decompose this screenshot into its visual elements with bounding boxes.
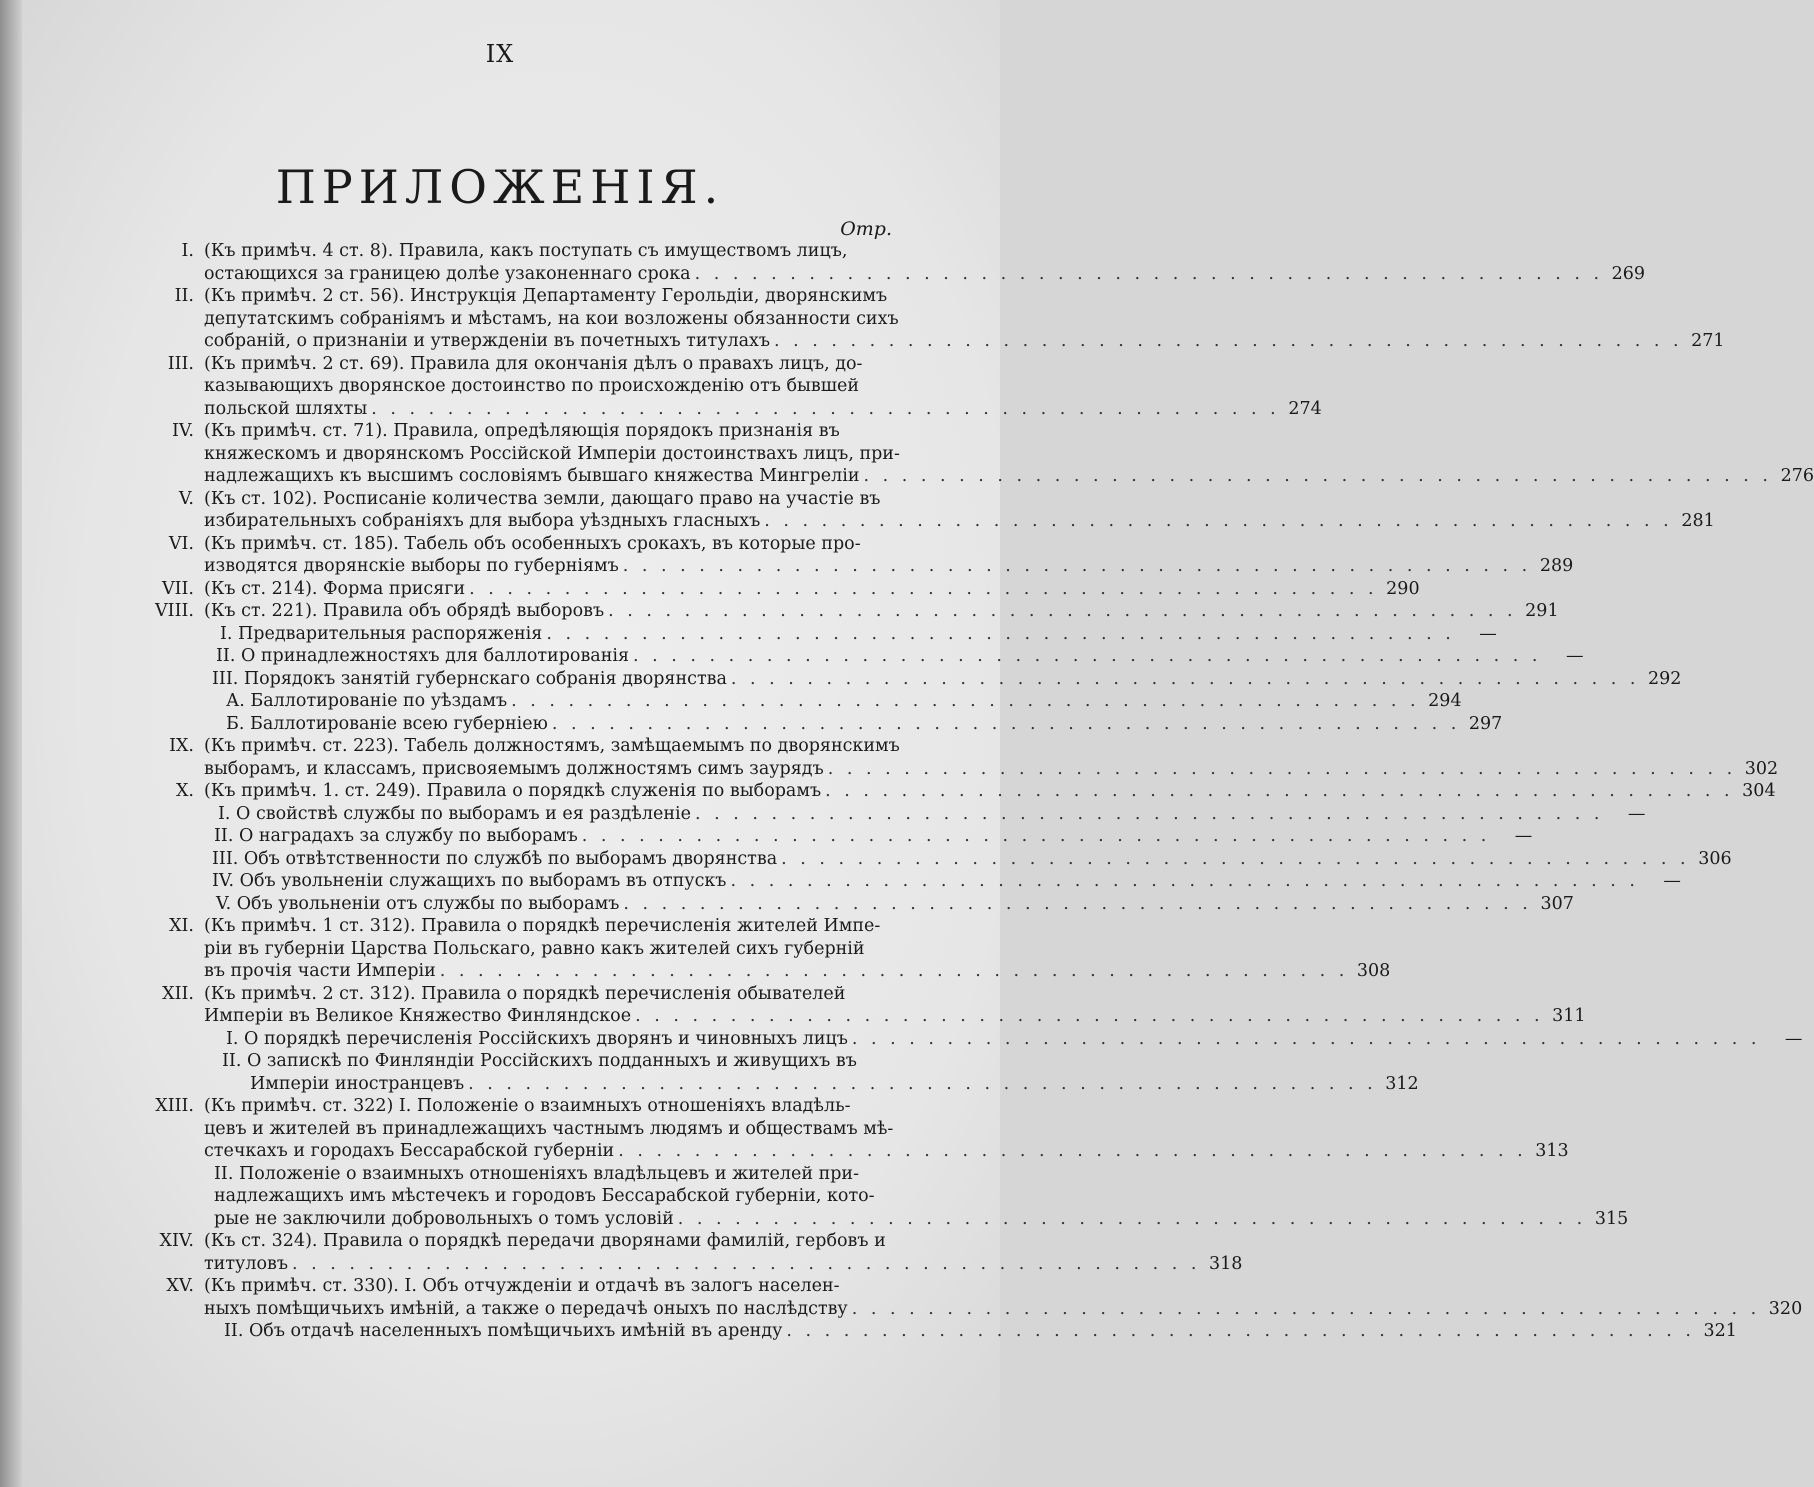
toc-entry	[150, 1028, 1803, 1051]
toc-entry-line	[150, 263, 1646, 286]
toc-entry-line	[150, 308, 899, 331]
dot-leader: . . . . . . . . . . . . . . . . . . . . . . . . . . . . . . . . . . . . . . . . . . . . . . . .	[863, 466, 1772, 486]
toc-entry	[150, 780, 1776, 803]
dot-leader: . . . . . . . . . . . . . . . . . . . . . . . . . . . . . . . . . . . . . . . . . . . . . . . .	[439, 961, 1349, 981]
dot-leader: . . . . . . . . . . . . . . . . . . . . . . . . . . . . . . . . . . . . . . . . . . . . . . . .	[511, 691, 1420, 711]
toc-entry-text: V. Объ увольненіи отъ службы по выборамъ	[216, 893, 620, 914]
toc-entry-line	[150, 1140, 1569, 1163]
toc-entry-text: I. Предварительныя распоряженія	[220, 623, 543, 644]
toc-entry-text: Б. Баллотированіе всею губерніею	[226, 713, 548, 734]
dot-leader: . . . . . . . . . . . . . . . . . . . . . . . . . . . . . . . . . . . . . . . . . . . . . . . .	[581, 826, 1491, 846]
dot-leader: . . . . . . . . . . . . . . . . . . . . . . . . . . . . . . . . . . . . . . . . . . . . . . . .	[633, 646, 1542, 666]
toc-entry-number: XIV.	[159, 1231, 194, 1251]
toc-entry	[150, 735, 1779, 780]
toc-entry-line	[150, 465, 1814, 488]
toc-entry	[150, 1050, 1419, 1095]
toc-entry-page: 308	[1356, 961, 1391, 981]
toc-entry-number: XI.	[169, 916, 194, 936]
toc-entry-number: X.	[175, 781, 194, 801]
toc-entry-line	[150, 803, 1646, 826]
toc-entry	[150, 645, 1584, 668]
toc-entry-page: 281	[1681, 511, 1715, 531]
toc-entry-text: остающихся за границею долѣе узаконеннаго срока	[204, 263, 691, 284]
toc-entry	[150, 825, 1533, 848]
toc-entry-text: I. О свойствѣ службы по выборамъ и ея раздѣленіе	[218, 803, 691, 824]
toc-entry	[150, 893, 1574, 916]
dot-leader: . . . . . . . . . . . . . . . . . . . . . . . . . . . . . . . . . . . . . . . . . . . . . . . .	[851, 1298, 1761, 1319]
toc-entry-line	[150, 938, 894, 961]
toc-entry-text: ныхъ помѣщичьихъ имѣній, а также о передачѣ оныхъ по наслѣдству	[204, 1298, 848, 1319]
dot-leader: . . . . . . . . . . . . . . . . . . . . . . . . . . . . . . . . . . . . . . . . . . . . . . . .	[781, 848, 1690, 869]
toc-entry-line	[150, 758, 1779, 781]
toc-entry-text: (Къ ст. 324). Правила о порядкѣ передачи дворянами фамилій, гербовъ и	[204, 1231, 886, 1251]
dot-leader: . . . . . . . . . . . . . . . . . . . . . . . . . . . . . . . . . . . . . . . . . . . . . . . .	[291, 1253, 1201, 1274]
toc-entry-page: —	[1627, 803, 1646, 824]
dot-leader: . . . . . . . . . . . . . . . . . . . . . . . . . . . . . . . . . . . . . . . . . . . . . . . .	[608, 601, 1517, 621]
toc-entry-text: (Къ примѣч. 2 ст. 69). Правила для окончанія дѣлъ о правахъ лицъ, до-	[204, 353, 863, 374]
toc-entry-page: 302	[1744, 758, 1779, 779]
toc-entry-number: XII.	[162, 983, 194, 1004]
toc-entry-text: А. Баллотированіе по уѣздамъ	[226, 691, 508, 711]
dot-leader: . . . . . . . . . . . . . . . . . . . . . . . . . . . . . . . . . . . . . . . . . . . . . . . .	[635, 1006, 1544, 1026]
toc-entry	[150, 285, 1725, 353]
dot-leader: . . . . . . . . . . . . . . . . . . . . . . . . . . . . . . . . . . . . . . . . . . . . . . . .	[618, 1141, 1527, 1161]
toc-entry-line	[150, 578, 1420, 601]
dot-leader: . . . . . . . . . . . . . . . . . . . . . . . . . . . . . . . . . . . . . . . . . . . . . . . .	[786, 1321, 1695, 1341]
toc-entry	[150, 1163, 1629, 1231]
toc-entry	[150, 1275, 1803, 1320]
toc-entry-text: депутатскимъ собраніямъ и мѣстамъ, на кои возложены обязанности сихъ	[204, 308, 899, 329]
toc-entry-page: 313	[1535, 1141, 1569, 1161]
toc-entry	[150, 1095, 1569, 1163]
toc-entry-text: стечкахъ и городахъ Бессарабской губерніи	[204, 1141, 615, 1161]
toc-entry-line	[150, 668, 1682, 691]
toc-entry-text: (Къ ст. 102). Росписаніе количества земли, дающаго право на участіе въ	[204, 488, 881, 509]
toc-entry-text: IV. Объ увольненіи служащихъ по выборамъ въ отпускъ	[212, 871, 727, 891]
toc-entry	[150, 803, 1646, 826]
toc-entry-text: собраній, о признаніи и утвержденіи въ почетныхъ титулахъ	[204, 331, 771, 351]
toc-entry-page: 269	[1611, 263, 1646, 284]
dot-leader: . . . . . . . . . . . . . . . . . . . . . . . . . . . . . . . . . . . . . . . . . . . . . . . .	[551, 713, 1461, 734]
toc-entry-number: II.	[174, 286, 194, 306]
toc-entry-line	[150, 1320, 1737, 1343]
dot-leader: . . . . . . . . . . . . . . . . . . . . . . . . . . . . . . . . . . . . . . . . . . . . . . . .	[623, 893, 1532, 914]
toc-entry-number: VIII.	[155, 601, 194, 621]
toc-entry	[150, 690, 1462, 713]
dot-leader: . . . . . . . . . . . . . . . . . . . . . . . . . . . . . . . . . . . . . . . . . . . . . . . .	[825, 781, 1734, 801]
dot-leader: . . . . . . . . . . . . . . . . . . . . . . . . . . . . . . . . . . . . . . . . . . . . . . . .	[827, 758, 1737, 779]
dot-leader: . . . . . . . . . . . . . . . . . . . . . . . . . . . . . . . . . . . . . . . . . . . . . . . .	[694, 263, 1604, 284]
toc-entry-page: 271	[1691, 331, 1725, 351]
toc-entry	[150, 668, 1682, 691]
toc-entry-number: IV.	[171, 421, 194, 441]
toc-entry-page: —	[1663, 871, 1681, 891]
toc-entry-text: изводятся дворянскіе выборы по губерніямъ	[204, 556, 619, 576]
toc-entry-text: II. О запискѣ по Финляндіи Россійскихъ подданныхъ и живущихъ въ	[222, 1051, 857, 1071]
toc-entry	[150, 623, 1497, 646]
toc-entry-number: VI.	[168, 533, 194, 554]
dot-leader: . . . . . . . . . . . . . . . . . . . . . . . . . . . . . . . . . . . . . . . . . . . . . . . .	[677, 1208, 1587, 1229]
toc-entry-page: 315	[1594, 1208, 1629, 1229]
dot-leader: . . . . . . . . . . . . . . . . . . . . . . . . . . . . . . . . . . . . . . . . . . . . . . . .	[622, 556, 1532, 576]
dot-leader: . . . . . . . . . . . . . . . . . . . . . . . . . . . . . . . . . . . . . . . . . . . . . . . .	[371, 398, 1280, 419]
toc-entry-page: —	[1479, 623, 1497, 644]
toc-entry-line	[150, 848, 1732, 871]
toc-entry-line	[150, 960, 1391, 983]
toc-entry-text: (Къ примѣч. ст. 223). Табель должностямъ, замѣщаемымъ по дворянскимъ	[204, 736, 900, 756]
table-of-contents	[150, 240, 1814, 1343]
toc-entry-text: (Къ примѣч. 1 ст. 312). Правила о порядкѣ перечисленія жителей Импе-	[204, 916, 881, 936]
toc-entry-line	[150, 645, 1584, 668]
toc-entry-line	[150, 1095, 894, 1118]
toc-entry-text: (Къ примѣч. 2 ст. 56). Инструкція Департаменту Герольдіи, дворянскимъ	[204, 286, 888, 306]
toc-entry-text: надлежащихъ къ высшимъ сословіямъ бывшаго княжества Мингреліи	[204, 466, 860, 486]
toc-entry-number: III.	[167, 353, 194, 374]
toc-entry-text: III. Порядокъ занятій губернскаго собранія дворянства	[212, 668, 727, 689]
toc-entry-page: 311	[1552, 1006, 1586, 1026]
toc-entry-line	[150, 825, 1533, 848]
toc-entry-text: (Къ примѣч. 1. ст. 249). Правила о порядкѣ служенія по выборамъ	[204, 781, 822, 801]
page-column-header: Отр.	[840, 218, 892, 240]
toc-entry-text: II. Объ отдачѣ населенныхъ помѣщичьихъ имѣній въ аренду	[224, 1321, 783, 1341]
toc-entry-text: титуловъ	[204, 1253, 288, 1274]
toc-entry-line	[150, 915, 894, 938]
toc-entry-line	[150, 1208, 1629, 1231]
toc-entry-text: выборамъ, и классамъ, присвояемымъ должностямъ симъ заурядъ	[204, 758, 824, 779]
toc-entry-page: —	[1566, 646, 1584, 666]
toc-entry-line	[150, 1185, 894, 1208]
toc-entry-page: —	[1514, 826, 1533, 846]
toc-entry-line	[150, 240, 894, 263]
toc-entry-page: 274	[1288, 398, 1322, 419]
toc-entry	[150, 983, 1586, 1028]
toc-entry-line	[150, 1230, 894, 1253]
toc-entry	[150, 848, 1732, 871]
toc-entry-page: 306	[1698, 848, 1732, 869]
toc-entry-line	[150, 1118, 894, 1141]
toc-entry-line	[150, 1028, 1803, 1051]
toc-entry-line	[150, 398, 1322, 421]
toc-entry	[150, 713, 1503, 736]
toc-entry-text: польской шляхты	[204, 398, 368, 419]
toc-entry-line	[150, 488, 894, 511]
toc-entry-text: II. О наградахъ за службу по выборамъ	[214, 826, 578, 846]
toc-entry-line	[150, 555, 1574, 578]
toc-entry-page: 321	[1703, 1321, 1737, 1341]
dot-leader: . . . . . . . . . . . . . . . . . . . . . . . . . . . . . . . . . . . . . . . . . . . . . . . .	[774, 331, 1683, 351]
toc-entry-line	[150, 330, 1725, 353]
toc-entry	[150, 533, 1574, 578]
toc-entry-line	[150, 623, 1497, 646]
dot-leader: . . . . . . . . . . . . . . . . . . . . . . . . . . . . . . . . . . . . . . . . . . . . . . . .	[730, 871, 1639, 891]
toc-entry-line	[150, 713, 1503, 736]
toc-entry-text: (Къ примѣч. ст. 185). Табель объ особенныхъ срокахъ, въ которые про-	[204, 533, 861, 554]
toc-entry-page: 294	[1428, 691, 1462, 711]
toc-entry-line	[150, 1073, 1419, 1096]
toc-entry-text: (Къ примѣч. 4 ст. 8). Правила, какъ поступать съ имуществомъ лицъ,	[204, 241, 848, 261]
toc-entry-line	[150, 1298, 1803, 1321]
toc-entry-line	[150, 1253, 1243, 1276]
toc-entry-page: 292	[1647, 668, 1682, 689]
toc-entry	[150, 488, 1715, 533]
toc-entry	[150, 420, 1814, 488]
dot-leader: . . . . . . . . . . . . . . . . . . . . . . . . . . . . . . . . . . . . . . . . . . . . . . . .	[546, 623, 1455, 644]
toc-entry-text: избирательныхъ собраніяхъ для выбора уѣздныхъ гласныхъ	[204, 511, 761, 531]
toc-entry	[150, 870, 1681, 893]
toc-entry-line	[150, 1050, 894, 1073]
toc-entry-text: княжескомъ и дворянскомъ Россійской Имперіи достоинствахъ лицъ, при-	[204, 443, 900, 464]
toc-entry-line	[150, 510, 1715, 533]
toc-entry-line	[150, 375, 894, 398]
toc-entry-line	[150, 893, 1574, 916]
toc-entry-text: рые не заключили добровольныхъ о томъ условій	[214, 1208, 674, 1229]
toc-entry-line	[150, 1275, 894, 1298]
toc-entry-text: (Къ ст. 214). Форма присяги	[204, 578, 466, 599]
toc-entry-text: цевъ и жителей въ принадлежащихъ частнымъ людямъ и обществамъ мѣ-	[204, 1118, 894, 1139]
dot-leader: . . . . . . . . . . . . . . . . . . . . . . . . . . . . . . . . . . . . . . . . . . . . . . . .	[851, 1028, 1761, 1049]
section-title: ПРИЛОЖЕНІЯ.	[275, 160, 725, 214]
toc-entry-line	[150, 735, 900, 758]
toc-entry-text: Имперіи иностранцевъ	[250, 1073, 465, 1094]
toc-entry-number: V.	[178, 488, 194, 509]
toc-entry-page: 297	[1468, 713, 1503, 734]
dot-leader: . . . . . . . . . . . . . . . . . . . . . . . . . . . . . . . . . . . . . . . . . . . . . . . .	[694, 803, 1604, 824]
toc-entry-line	[150, 533, 894, 556]
toc-entry-line	[150, 285, 894, 308]
toc-entry-line	[150, 870, 1681, 893]
toc-entry	[150, 600, 1559, 623]
toc-entry	[150, 353, 1322, 421]
toc-entry-line	[150, 1005, 1586, 1028]
toc-entry	[150, 1320, 1737, 1343]
toc-entry	[150, 1230, 1243, 1275]
toc-entry-page: 276	[1780, 466, 1814, 486]
toc-entry-text: казывающихъ дворянское достоинство по происхожденію отъ бывшей	[204, 376, 860, 396]
toc-entry-page: —	[1784, 1028, 1803, 1049]
toc-entry-line	[150, 1163, 894, 1186]
toc-entry	[150, 240, 1646, 285]
toc-entry-number: XIII.	[155, 1096, 194, 1116]
toc-entry-text: (Къ примѣч. 2 ст. 312). Правила о порядкѣ перечисленія обывателей	[204, 983, 846, 1004]
toc-entry-number: IX.	[169, 736, 194, 756]
dot-leader: . . . . . . . . . . . . . . . . . . . . . . . . . . . . . . . . . . . . . . . . . . . . . . . .	[468, 1073, 1377, 1094]
toc-entry-text: I. О порядкѣ перечисленія Россійскихъ дворянъ и чиновныхъ лицъ	[226, 1028, 848, 1049]
toc-entry-line	[150, 443, 900, 466]
toc-entry-text: (Къ примѣч. ст. 71). Правила, опредѣляющія порядокъ признанія въ	[204, 421, 840, 441]
toc-entry-page: 290	[1386, 578, 1420, 599]
toc-entry-text: II. Положеніе о взаимныхъ отношеніяхъ владѣльцевъ и жителей при-	[214, 1163, 860, 1184]
toc-entry-page: 307	[1540, 893, 1574, 914]
toc-entry-text: II. О принадлежностяхъ для баллотированія	[216, 646, 630, 666]
toc-entry	[150, 578, 1420, 601]
toc-entry-line	[150, 983, 894, 1006]
toc-entry-page: 304	[1742, 781, 1776, 801]
toc-entry-number: I.	[181, 241, 194, 261]
toc-entry-page: 318	[1209, 1253, 1243, 1274]
toc-entry-line	[150, 690, 1462, 713]
toc-entry-text: (Къ примѣч. ст. 322) I. Положеніе о взаимныхъ отношеніяхъ владѣль-	[204, 1096, 851, 1116]
toc-entry-text: въ прочія части Имперіи	[204, 961, 436, 981]
toc-entry	[150, 915, 1391, 983]
dot-leader: . . . . . . . . . . . . . . . . . . . . . . . . . . . . . . . . . . . . . . . . . . . . . . . .	[469, 578, 1378, 599]
dot-leader: . . . . . . . . . . . . . . . . . . . . . . . . . . . . . . . . . . . . . . . . . . . . . . . .	[730, 668, 1640, 689]
toc-entry-text: (Къ ст. 221). Правила объ обрядѣ выборовъ	[204, 601, 605, 621]
dot-leader: . . . . . . . . . . . . . . . . . . . . . . . . . . . . . . . . . . . . . . . . . . . . . . . .	[764, 511, 1673, 531]
toc-entry-line	[150, 420, 894, 443]
toc-entry-line	[150, 353, 894, 376]
toc-entry-line	[150, 600, 1559, 623]
toc-entry-text: Имперіи въ Великое Княжество Финляндское	[204, 1006, 632, 1026]
page-edge-shadow	[0, 0, 22, 1487]
toc-entry-text: (Къ примѣч. ст. 330). I. Объ отчужденіи и отдачѣ въ залогъ населен-	[204, 1276, 840, 1296]
toc-entry-page: 289	[1539, 556, 1574, 576]
toc-entry-page: 312	[1385, 1073, 1419, 1094]
toc-entry-line	[150, 780, 1776, 803]
toc-entry-page: 320	[1768, 1298, 1803, 1319]
toc-entry-page: 291	[1525, 601, 1559, 621]
toc-entry-text: надлежащихъ имъ мѣстечекъ и городовъ Бессарабской губерніи, кото-	[214, 1186, 875, 1206]
toc-entry-number: VII.	[161, 578, 194, 599]
toc-entry-text: III. Объ отвѣтственности по службѣ по выборамъ дворянства	[212, 848, 778, 869]
toc-entry-text: ріи въ губерніи Царства Польскаго, равно какъ жителей сихъ губерній	[204, 938, 865, 959]
toc-entry-number: XV.	[166, 1276, 194, 1296]
page-number: IX	[485, 40, 515, 68]
